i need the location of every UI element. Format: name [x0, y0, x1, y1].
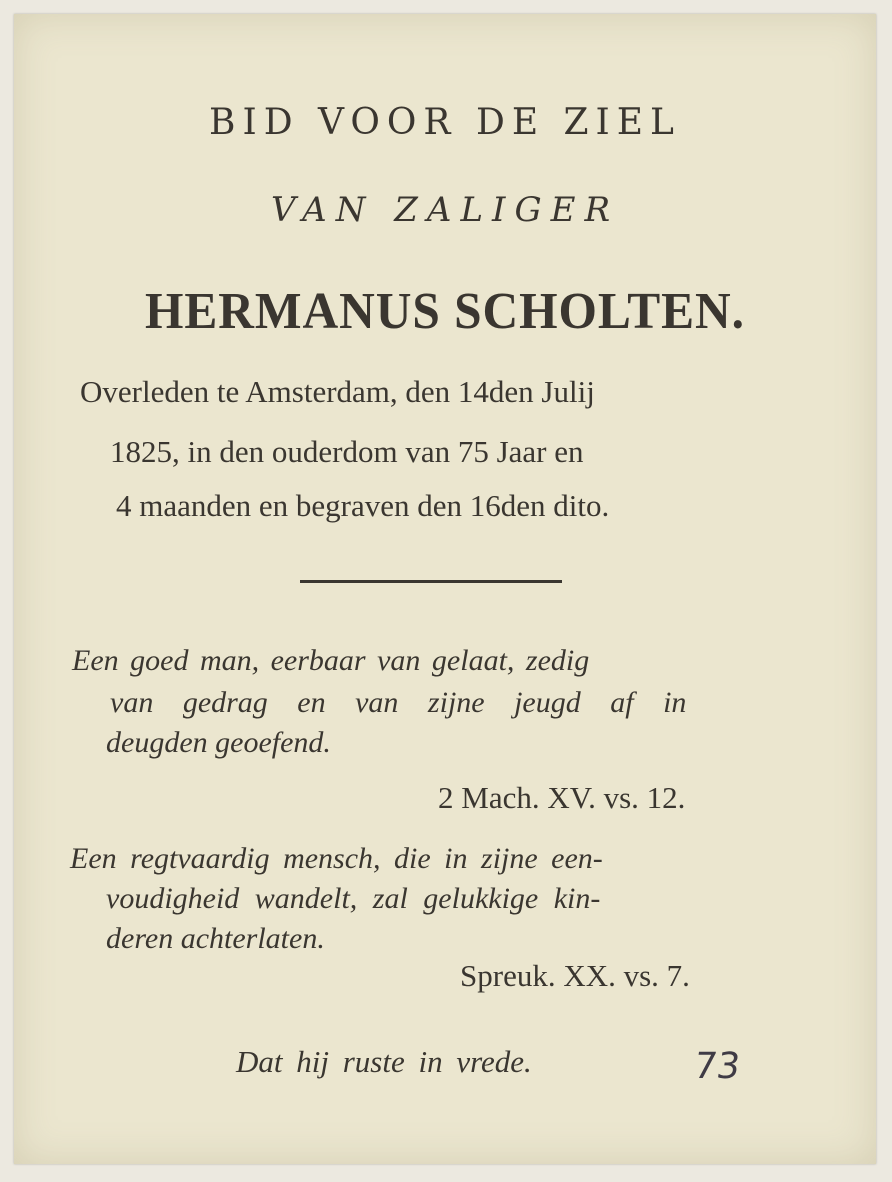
divider-rule	[300, 580, 562, 583]
verse-1-line-1: Een goed man, eerbaar van gelaat, zedig	[72, 644, 590, 677]
closing-prayer: Dat hij ruste in vrede.	[236, 1044, 532, 1079]
verse-1-line-2: van gedrag en van zijne jeugd af in	[110, 686, 687, 719]
death-notice-line-3: 4 maanden en begraven den 16den dito.	[116, 488, 610, 523]
death-notice-line-2: 1825, in den ouderdom van 75 Jaar en	[110, 434, 584, 469]
verse-2-line-1: Een regtvaardig mensch, die in zijne een-	[70, 842, 603, 875]
verse-1-line-3: deugden geoefend.	[106, 726, 331, 759]
memorial-card	[14, 14, 876, 1164]
verse-2-reference: Spreuk. XX. vs. 7.	[460, 958, 690, 993]
verse-2-line-3: deren achterlaten.	[106, 922, 325, 955]
deceased-name: HERMANUS SCHOLTEN.	[145, 283, 745, 340]
verse-2-line-2: voudigheid wandelt, zal gelukkige kin-	[106, 882, 601, 915]
death-notice-line-1: Overleden te Amsterdam, den 14den Julij	[80, 374, 595, 409]
heading-line-1: BID VOOR DE ZIEL	[209, 102, 681, 143]
handwritten-number: 73	[691, 1046, 743, 1087]
heading-line-2: VAN ZALIGER	[270, 190, 620, 230]
verse-1-reference: 2 Mach. XV. vs. 12.	[438, 780, 686, 815]
